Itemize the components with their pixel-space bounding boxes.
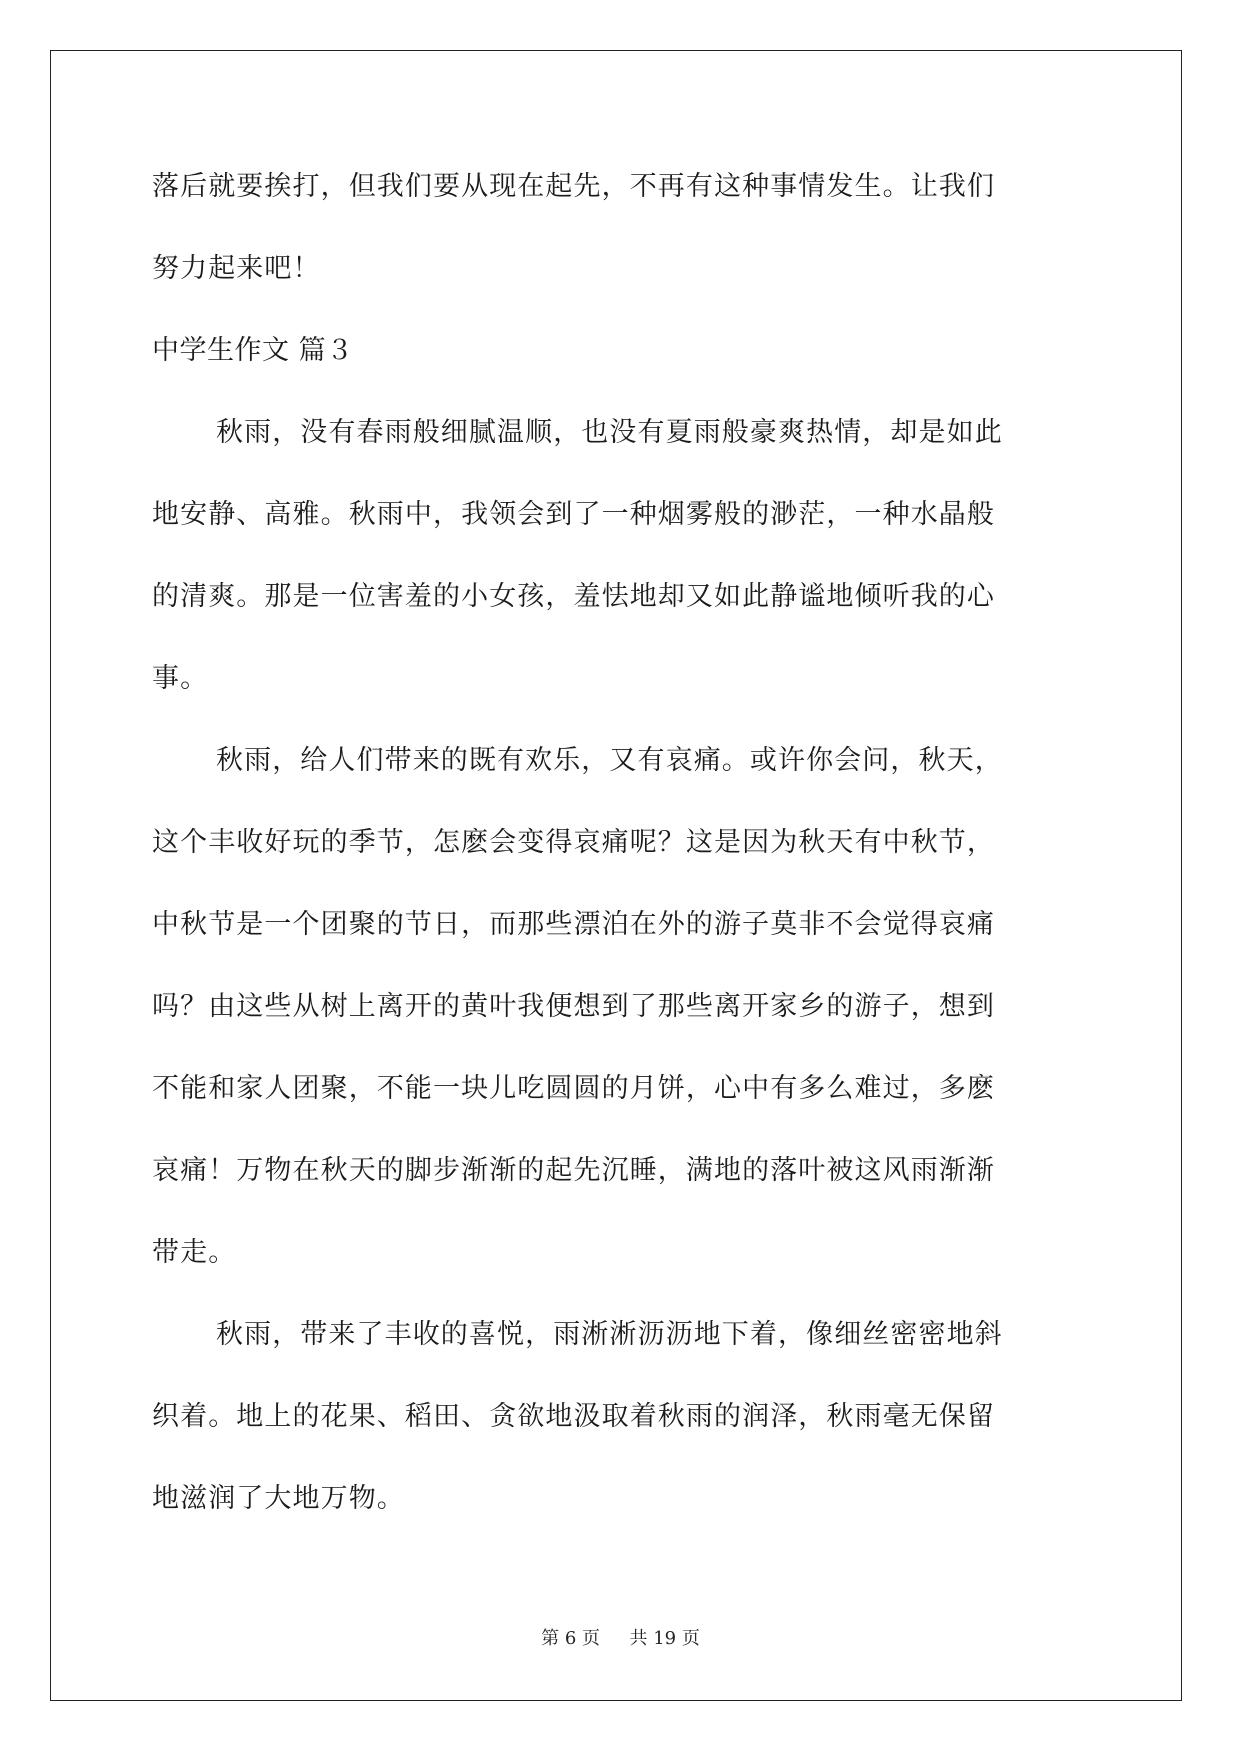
text-line: 秋雨，给人们带来的既有欢乐，又有哀痛。或许你会问，秋天， [216, 745, 1003, 776]
text-line: 带走。 [152, 1237, 237, 1268]
page-number: 第 6 页 [541, 1628, 601, 1649]
section-heading: 中学生作文 篇３ [152, 335, 354, 366]
text-line: 哀痛！万物在秋天的脚步渐渐的起先沉睡，满地的落叶被这风雨渐渐 [152, 1155, 995, 1186]
page-total: 共 19 页 [629, 1628, 700, 1649]
text-line: 不能和家人团聚，不能一块儿吃圆圆的月饼，心中有多么难过，多麽 [152, 1073, 995, 1104]
text-line: 中秋节是一个团聚的节日，而那些漂泊在外的游子莫非不会觉得哀痛 [152, 909, 995, 940]
text-line: 事。 [152, 663, 209, 694]
text-line: 地滋润了大地万物。 [152, 1483, 405, 1514]
text-line: 落后就要挨打，但我们要从现在起先，不再有这种事情发生。让我们 [152, 171, 995, 202]
text-line: 织着。地上的花果、稻田、贪欲地汲取着秋雨的润泽，秋雨毫无保留 [152, 1401, 995, 1432]
text-line: 地安静、高雅。秋雨中，我领会到了一种烟雾般的渺茫，一种水晶般 [152, 499, 995, 530]
text-line: 努力起来吧！ [152, 253, 321, 284]
text-line: 秋雨，带来了丰收的喜悦，雨淅淅沥沥地下着，像细丝密密地斜 [216, 1319, 1003, 1350]
text-line: 吗？由这些从树上离开的黄叶我便想到了那些离开家乡的游子，想到 [152, 991, 995, 1022]
document-body [152, 146, 1092, 1540]
text-line: 秋雨，没有春雨般细腻温顺，也没有夏雨般豪爽热情，却是如此 [216, 417, 1003, 448]
page-footer [0, 1624, 1241, 1650]
text-line: 这个丰收好玩的季节，怎麽会变得哀痛呢？这是因为秋天有中秋节， [152, 827, 995, 858]
text-line: 的清爽。那是一位害羞的小女孩，羞怯地却又如此静谧地倾听我的心 [152, 581, 995, 612]
